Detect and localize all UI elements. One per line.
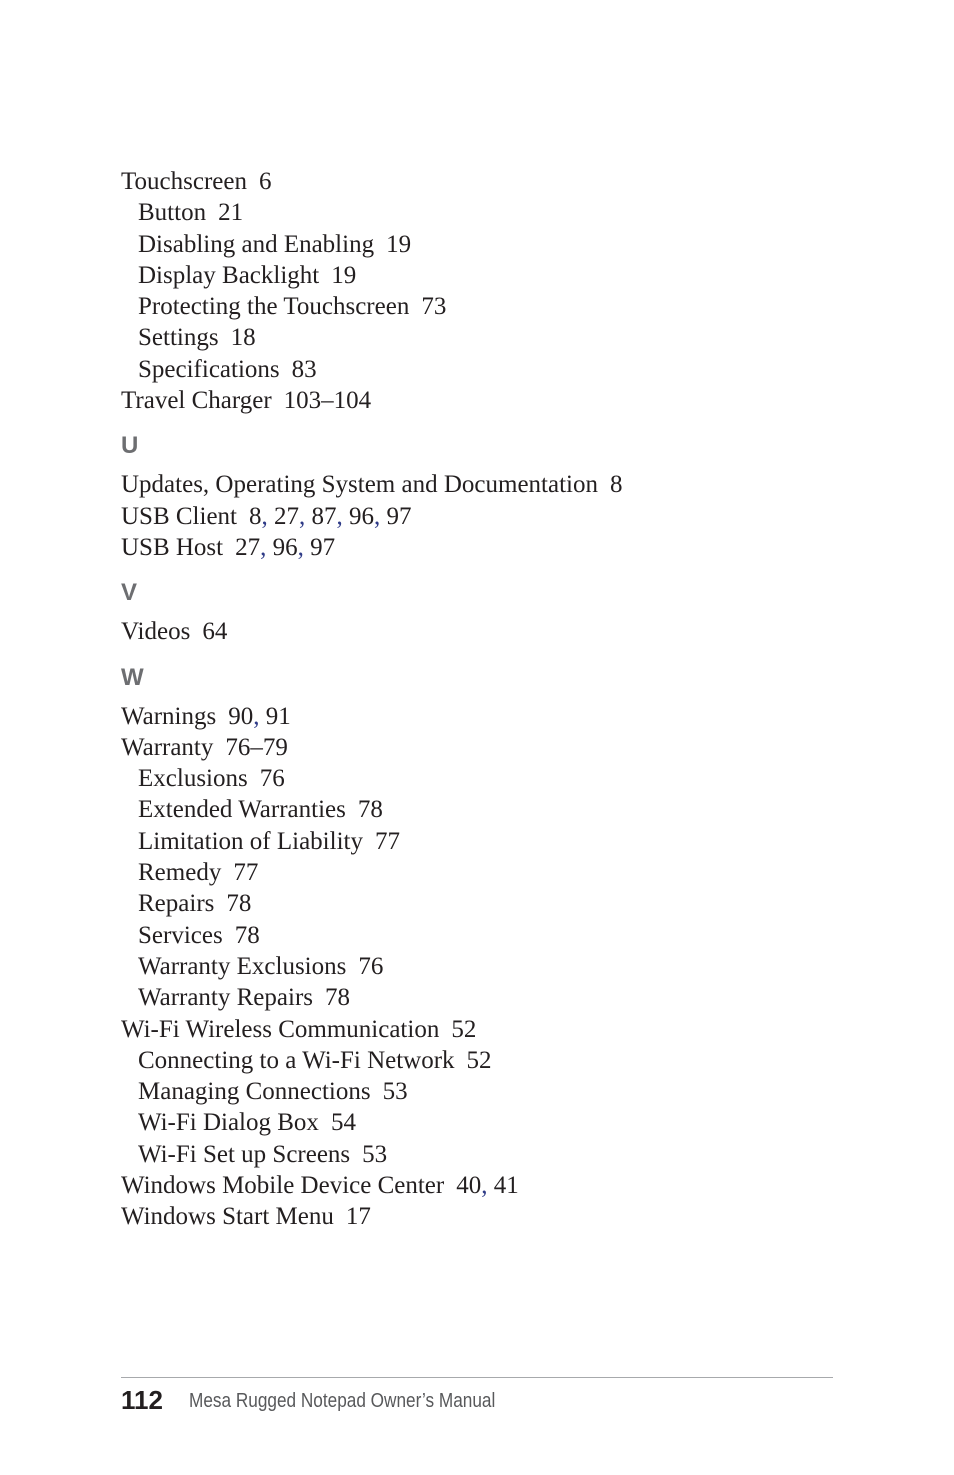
index-subentry [121, 1139, 881, 1170]
index-term: Videos [121, 618, 191, 646]
page-ref[interactable]: 21 [218, 199, 244, 227]
index-term: Services [138, 921, 223, 949]
page-ref[interactable]: 97 [386, 502, 412, 530]
index-term: Extended Warranties [138, 796, 346, 824]
index-term: Warranty Exclusions [138, 952, 347, 980]
page-ref[interactable]: 78 [325, 984, 350, 1012]
section-heading-u: U [121, 432, 139, 460]
page-ref[interactable]: 27 [274, 502, 299, 530]
page-ref[interactable]: 103–104 [283, 387, 372, 415]
index-subentry [121, 763, 881, 794]
page-ref[interactable]: 73 [421, 293, 447, 321]
index-term: Specifications [138, 355, 280, 383]
index-entry [121, 385, 881, 416]
index-term: Remedy [138, 859, 222, 887]
index-subentry [121, 794, 881, 825]
index-term: USB Host [121, 533, 224, 561]
index-term: Windows Mobile Device Center [121, 1172, 445, 1200]
page-ref[interactable]: 52 [466, 1046, 492, 1074]
page-ref[interactable]: 27 [235, 533, 261, 561]
page-ref[interactable]: 87 [311, 502, 337, 530]
index-subentry [121, 857, 881, 888]
index-term: Disabling and Enabling [138, 230, 375, 258]
index-term: Warnings [121, 702, 217, 730]
page-ref[interactable]: 83 [291, 355, 317, 383]
index-entry: Windows Mobile Device Center 40, 41 [121, 1172, 519, 1200]
index-term: Repairs [138, 890, 215, 918]
page-ref[interactable]: 18 [230, 324, 256, 352]
page-ref[interactable]: 97 [310, 533, 336, 561]
index-entry [121, 166, 881, 197]
page-ref[interactable]: 54 [330, 1109, 356, 1137]
index-subentry [121, 322, 881, 353]
page-ref[interactable]: 78 [226, 890, 252, 918]
section-heading-v: V [121, 579, 138, 607]
page-ref[interactable]: 17 [345, 1203, 371, 1231]
page-ref[interactable]: 96 [349, 502, 374, 530]
index-subentry [121, 951, 881, 982]
page-ref[interactable]: 96 [272, 533, 298, 561]
index-entry [121, 732, 881, 763]
index-term: Warranty Repairs [138, 984, 313, 1012]
page-ref[interactable]: 90 [228, 702, 254, 730]
page-ref[interactable]: 91 [265, 702, 291, 730]
index-term: Wi-Fi Wireless Communication [121, 1015, 440, 1043]
page-ref[interactable]: 19 [386, 230, 412, 258]
page-ref[interactable]: 52 [451, 1015, 477, 1043]
index-subentry [121, 826, 881, 857]
index-term: Connecting to a Wi-Fi Network [138, 1046, 455, 1074]
page-ref[interactable]: 40 [456, 1172, 482, 1200]
index-subentry [121, 982, 881, 1013]
index-term: Warranty [121, 733, 214, 761]
manual-title: Mesa Rugged Notepad Owner’s Manual [189, 1390, 496, 1412]
index-term: Protecting the Touchscreen [138, 293, 410, 321]
index-term: Touchscreen [121, 168, 247, 195]
index-term: Updates, Operating System and Documentation [121, 471, 598, 499]
index-term: Windows Start Menu [121, 1203, 334, 1231]
index-term: Exclusions [138, 765, 248, 793]
page-ref[interactable]: 76 [259, 765, 285, 793]
index-term: Limitation of Liability [138, 827, 363, 855]
section-heading-w: W [121, 663, 144, 691]
index-term: Settings [138, 324, 219, 352]
index-term: USB Client [121, 502, 237, 530]
index-term: Managing Connections [138, 1078, 371, 1106]
page-number: 112 [121, 1385, 163, 1415]
index-entry: Warnings 90, 91 [121, 702, 291, 730]
index-entry: USB Host 27, 96, 97 [121, 533, 336, 561]
index-entry [121, 1014, 881, 1045]
page-ref[interactable]: 77 [374, 827, 400, 855]
index-term: Wi-Fi Set up Screens [138, 1140, 351, 1168]
page-ref[interactable]: 6 [258, 168, 272, 195]
index-subentry [121, 354, 881, 385]
index-subentry [121, 1076, 881, 1107]
index-subentry [121, 197, 881, 228]
index-subentry [121, 229, 881, 260]
index-entry [121, 1201, 881, 1232]
index-term: Button [138, 199, 207, 227]
footer-rule [121, 1377, 833, 1378]
page-ref[interactable]: 78 [357, 796, 383, 824]
index-subentry [121, 260, 881, 291]
index-term: Display Backlight [138, 261, 320, 289]
page-ref[interactable]: 8 [249, 502, 262, 530]
index-subentry [121, 1045, 881, 1076]
page-ref[interactable]: 19 [331, 261, 357, 289]
page-ref[interactable]: 8 [609, 471, 623, 499]
page-ref[interactable]: 41 [493, 1172, 519, 1200]
index-list [121, 166, 881, 1233]
index-subentry [121, 888, 881, 919]
index-term: Travel Charger [121, 387, 272, 415]
index-entry: USB Client 8, 27, 87, 96, 97 [121, 502, 412, 530]
index-subentry [121, 1107, 881, 1138]
page-ref[interactable]: 53 [362, 1140, 388, 1168]
page-ref[interactable]: 76 [358, 952, 384, 980]
index-subentry [121, 920, 881, 951]
page-ref[interactable]: 76–79 [225, 733, 288, 761]
index-entry [121, 469, 881, 500]
page-ref[interactable]: 64 [202, 618, 228, 646]
index-subentry [121, 291, 881, 322]
page-ref[interactable]: 53 [382, 1078, 408, 1106]
page-ref[interactable]: 78 [234, 921, 260, 949]
page-ref[interactable]: 77 [233, 859, 259, 887]
index-entry [121, 616, 881, 647]
index-term: Wi-Fi Dialog Box [138, 1109, 319, 1137]
